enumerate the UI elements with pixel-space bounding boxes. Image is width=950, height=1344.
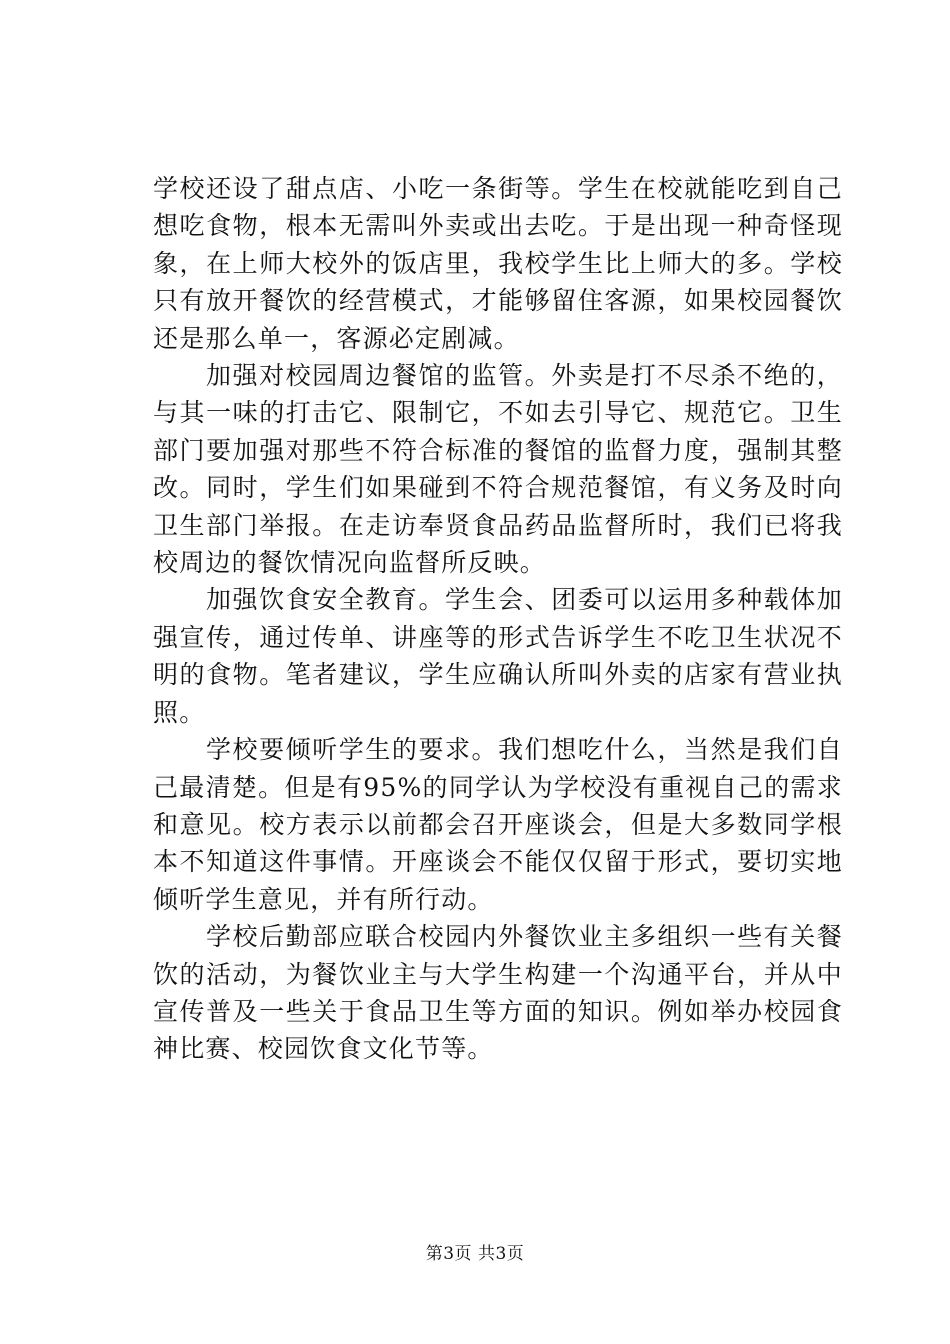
paragraph-listen-students: 学校要倾听学生的要求。我们想吃什么，当然是我们自己最清楚。但是有95%的同学认为学校没有重视自己的需求和意见。校方表示以前都会召开座谈会，但是大多数同学根本不知道这件事情。开座谈会不能仅仅留于形式，要切实地倾听学生意见，并有所行动。 — [153, 735, 843, 914]
paragraph-supervision: 加强对校园周边餐馆的监管。外卖是打不尽杀不绝的，与其一味的打击它、限制它，不如去引导它、规范它。卫生部门要加强对那些不符合标准的餐馆的监督力度，强制其整改。同时，学生们如果碰到不符合规范餐馆，有义务及时向卫生部门举报。在走访奉贤食品药品监督所时，我们已将我校周边的餐饮情况向监督所反映。 — [153, 361, 843, 578]
page-number-footer: 第3页 共3页 — [425, 1244, 525, 1264]
paragraph-logistics-activities: 学校后勤部应联合校园内外餐饮业主多组织一些有关餐饮的活动，为餐饮业主与大学生构建一个沟通平台，并从中宣传普及一些关于食品卫生等方面的知识。例如举办校园食神比赛、校园饮食文化节等。 — [153, 922, 843, 1064]
document-body — [153, 170, 843, 1068]
paragraph-continued: 学校还设了甜点店、小吃一条街等。学生在校就能吃到自己想吃食物，根本无需叫外卖或出去吃。于是出现一种奇怪现象，在上师大校外的饭店里，我校学生比上师大的多。学校只有放开餐饮的经营模式，才能够留住客源，如果校园餐饮还是那么单一，客源必定剧减。 — [153, 174, 843, 353]
paragraph-safety-education: 加强饮食安全教育。学生会、团委可以运用多种载体加强宣传，通过传单、讲座等的形式告诉学生不吃卫生状况不明的食物。笔者建议，学生应确认所叫外卖的店家有营业执照。 — [153, 585, 843, 727]
